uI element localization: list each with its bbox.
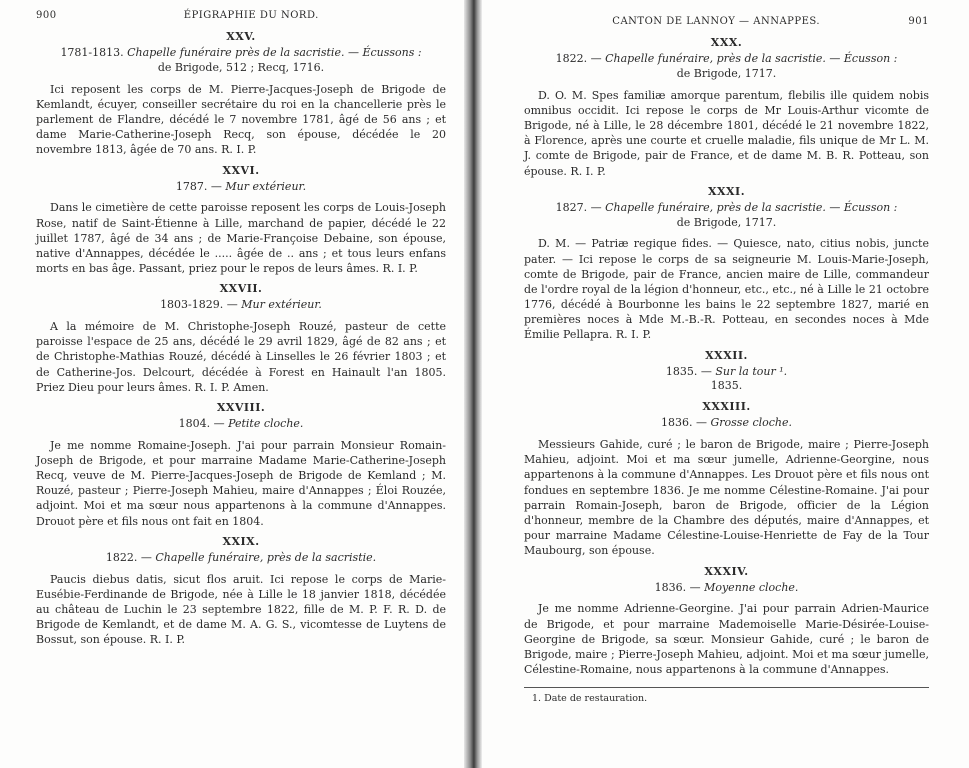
entry-numeral: XXVII.: [219, 282, 263, 296]
entry-text: Je me nomme Adrienne-Georgine. J'ai pour parrain Adrien-Maurice de Brigode, et pour marraine Mademoiselle Marie-Désirée-Louise-Georgine de Brigode, sa sœur. Monsieur Gahide, curé ; le baron de Brigode, maire ; Pierre-Joseph Mahieu, adjoint. Moi et ma sœur jumelle, Célestine-Romaine, nous appartenons à la commune d'Annappes.: [524, 602, 929, 677]
entry-numeral: XXX.: [710, 36, 743, 49]
entry-detail: de Brigode, 1717.: [676, 66, 777, 80]
entry-caption: 1803-1829. — Mur extérieur.: [160, 298, 322, 312]
entry-numeral: XXXIII.: [702, 400, 751, 414]
left-running-head: [36, 10, 446, 24]
entry-date: 1781-1813.: [60, 46, 124, 59]
left-page: [0, 0, 468, 768]
entry-xxx: [524, 36, 929, 179]
entry-date: 1822.: [105, 550, 138, 564]
entry-location: Chapelle funéraire, près de la sacristie. — Écusson :: [605, 200, 898, 214]
entry-caption: 1835. — Sur la tour ¹. 1835.: [665, 364, 788, 393]
entry-xxviii: [36, 401, 446, 529]
entry-date: 1836.: [654, 580, 687, 594]
entry-detail: de Brigode, 512 ; Recq, 1716.: [157, 60, 325, 74]
entry-xxv: [36, 30, 446, 158]
entry-xxxiii: [524, 400, 929, 558]
entry-text: 1835.: [710, 379, 743, 393]
entry-date: 1822.: [555, 52, 588, 65]
entry-date: 1827.: [555, 200, 588, 214]
entry-xxxii: [524, 349, 929, 395]
left-page-number: 900: [36, 10, 57, 21]
footnote: 1. Date de restauration.: [532, 693, 648, 705]
entry-date: 1804.: [178, 416, 211, 430]
right-running-head: [524, 16, 929, 30]
left-running-title: ÉPIGRAPHIE DU NORD.: [183, 10, 319, 21]
footnote-divider: [524, 687, 929, 688]
entry-text: Je me nomme Romaine-Joseph. J'ai pour parrain Monsieur Romain-Joseph de Brigode, et pour marraine Madame Marie-Catherine-Joseph Recq, veuve de M. Pierre-Jacques-Joseph de Brigode de Kemland ; M. Rouzé, pasteur ; Pierre-Joseph Mahieu, maire d'Annappes ; Éloi Rouzée, adjoint. Moi et ma sœur nous appartenons à la commune d'Annappes. Drouot père et fils nous ont fait en 1804.: [36, 438, 446, 528]
entry-numeral: XXVI.: [222, 163, 260, 177]
entry-date: 1803-1829.: [160, 298, 224, 312]
entry-text: D. M. — Patriæ regique fides. — Quiesce, nato, citius nobis, juncte pater. — Ici repose le corps de sa seigneurie M. Louis-Marie-Joseph, comte de Brigode, pair de France, ancien maire de Lille, commandeur de l'ordre royal de la légion d'honneur, etc., etc., né à Lille le 21 octobre 1776, décédé à Bourbonne les bains le 22 septembre 1827, marié en premières noces à Mde M.-B.-R. Potteau, en secondes noces à Mde Émilie Pellapra. R. I. P.: [524, 237, 929, 342]
entry-xxix: [36, 535, 446, 648]
entry-caption: 1836. — Moyenne cloche.: [654, 580, 799, 594]
entry-location: Grosse cloche.: [710, 416, 793, 430]
entry-date: 1787.: [175, 179, 208, 193]
entry-numeral: XXVIII.: [216, 400, 266, 414]
entry-location: Mur extérieur.: [225, 179, 307, 193]
entry-location: Petite cloche.: [228, 416, 304, 430]
entry-text: Ici reposent les corps de M. Pierre-Jacques-Joseph de Brigode de Kemlandt, écuyer, conseiller secrétaire du roi en la chancellerie près le parlement de Flandre, décédé le 7 novembre 1781, âgé de 56 ans ; et dame Marie-Catherine-Joseph Recq, son épouse, décédée le 20 novembre 1813, âgée de 70 ans. R. I. P.: [36, 82, 446, 157]
book-gutter: [464, 0, 482, 768]
entry-numeral: XXXI.: [707, 184, 746, 198]
entry-location: Sur la tour ¹.: [715, 364, 788, 378]
entry-date: 1836.: [660, 416, 693, 430]
entry-location: Mur extérieur.: [241, 298, 322, 312]
entry-numeral: XXXIV.: [704, 564, 749, 578]
entry-text: A la mémoire de M. Christophe-Joseph Rouzé, pasteur de cette paroisse l'espace de 25 ans, décédé le 29 avril 1829, âgé de 82 ans ; et de Christophe-Mathias Rouzé, décédé à Linselles le 26 février 1803 ; et de Catherine-Jos. Delcourt, décédée à Forest en Hainault l'an 1805. Priez Dieu pour leurs âmes. R. I. P. Amen.: [36, 320, 446, 394]
entry-detail: de Brigode, 1717.: [676, 215, 777, 229]
entry-text: Messieurs Gahide, curé ; le baron de Brigode, maire ; Pierre-Joseph Mahieu, adjoint. Moi et ma sœur jumelle, Adrienne-Georgine, nous appartenons à la commune d'Annappes. Les Drouot père et fils nous ont fondues en septembre 1836. Je me nomme Célestine-Romaine. J'ai pour parrain Romain-Joseph, baron de Brigode, officier de la Légion d'honneur, membre de la Chambre des députés, maire d'Annappes, et pour marraine Madame Célestine-Louise-Henriette de Fay de la Tour Maubourg, son épouse.: [524, 438, 929, 558]
entry-text: Dans le cimetière de cette paroisse reposent les corps de Louis-Joseph Rose, natif de Saint-Étienne à Lille, marchand de papier, décédé le 22 juillet 1787, âgé de 34 ans ; de Marie-Françoise Debaine, son épouse, native d'Annappes, décédée le ..... âgée de .. ans ; et tous leurs enfans morts en bas âge. Passant, priez pour le repos de leurs âmes. R. I. P.: [36, 201, 446, 276]
entry-caption: 1822. — Chapelle funéraire, près de la sacristie. — Écusson : de Brigode, 1717.: [555, 52, 898, 80]
right-page: [482, 0, 969, 768]
entry-location: Chapelle funéraire près de la sacristie. — Écussons :: [127, 46, 422, 59]
entry-text: Paucis diebus datis, sicut flos aruit. Ici repose le corps de Marie-Eusébie-Ferdinande de Brigode, née à Lille le 18 janvier 1818, décédée au château de Luchin le 23 septembre 1822, fille de M. P. F. R. D. de Brigode de Kemlandt, et de dame M. A. G. S., vicomtesse de Luytens de Bossut, son épouse. R. I. P.: [36, 572, 446, 647]
entry-caption: 1836. — Grosse cloche.: [660, 416, 793, 430]
entry-location: Chapelle funéraire, près de la sacristie.: [155, 550, 377, 564]
entry-caption: [36, 46, 446, 76]
entry-xxvii: [36, 282, 446, 395]
right-page-number: 901: [908, 16, 929, 27]
entry-numeral: XXV.: [226, 30, 256, 43]
entry-xxxi: [524, 185, 929, 343]
entry-caption: 1822. — Chapelle funéraire, près de la sacristie.: [105, 550, 377, 564]
entry-date: 1835.: [665, 364, 698, 378]
entry-numeral: XXIX.: [222, 534, 260, 548]
entry-location: Moyenne cloche.: [704, 580, 799, 594]
entry-text: D. O. M. Spes familiæ amorque parentum, flebilis ille quidem nobis omnibus occidit. Ici repose le corps de Mr Louis-Arthur vicomte de Brigode, né à Lille, le 28 décembre 1801, décédé le 21 novembre 1822, à Florence, après une courte et cruelle maladie, fils unique de Mr L. M. J. comte de Brigode, pair de France, et de dame M. B. R. Potteau, son épouse. R. I. P.: [524, 88, 929, 178]
entry-caption: 1827. — Chapelle funéraire, près de la sacristie. — Écusson : de Brigode, 1717.: [555, 200, 898, 229]
entry-caption: 1787. — Mur extérieur.: [175, 179, 307, 193]
entry-numeral: XXXII.: [705, 348, 748, 362]
entry-caption: 1804. — Petite cloche.: [178, 416, 304, 430]
entry-xxvi: [36, 164, 446, 277]
right-running-title: CANTON DE LANNOY — ANNAPPES.: [612, 16, 821, 27]
entry-location: Chapelle funéraire, près de la sacristie. — Écusson :: [605, 52, 898, 65]
entry-xxxiv: [524, 565, 929, 678]
